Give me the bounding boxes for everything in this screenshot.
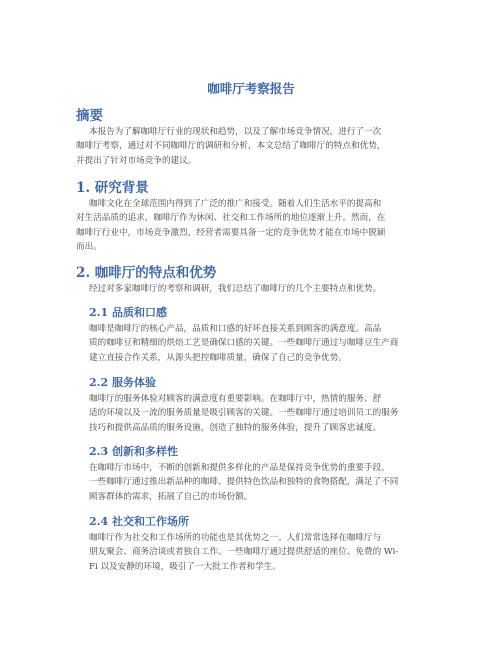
paragraph-line: 一些咖啡厅通过推出新品种的咖啡、提供特色饮品和独特的食物搭配，满足了不同 bbox=[89, 477, 399, 488]
paragraph-line: 咖啡厅行业中，市场竞争激烈，经营者需要具备一定的竞争优势才能在市场中脱颖 bbox=[76, 227, 386, 238]
subsection-paragraph-service bbox=[89, 392, 434, 435]
paragraph-line: 并提出了针对市场竞争的建议。 bbox=[76, 155, 197, 166]
paragraph-line: 技巧和提供高品质的服务设施，创造了独特的服务体验，提升了顾客忠诚度。 bbox=[89, 422, 382, 433]
section-paragraph-background bbox=[76, 197, 431, 254]
section-heading-background: 1. 研究背景 bbox=[76, 180, 149, 196]
document-title: 咖啡厅考察报告 bbox=[207, 81, 295, 96]
paragraph-line: 顾客群体的需求，拓展了自己的市场份额。 bbox=[89, 491, 253, 502]
subsection-paragraph-quality bbox=[89, 322, 434, 365]
paragraph-line: 在咖啡厅市场中，不断的创新和提供多样化的产品是保持竞争优势的重要手段。 bbox=[89, 463, 390, 473]
paragraph-line: 咖啡厅考察，通过对不同咖啡厅的调研和分析，本文总结了咖啡厅的特点和优势， bbox=[76, 141, 386, 152]
paragraph-line: 经过对多家咖啡厅的考察和调研，我们总结了咖啡厅的几个主要特点和优势。 bbox=[89, 284, 382, 294]
paragraph-line: Fi 以及安静的环境，吸引了一大批工作者和学生。 bbox=[89, 561, 281, 572]
subsection-paragraph-innovation bbox=[89, 461, 434, 504]
paragraph-line: 而出。 bbox=[76, 241, 102, 252]
subsection-heading-quality: 2.1 品质和口感 bbox=[89, 306, 167, 319]
paragraph-line: 咖啡是咖啡厅的核心产品，品质和口感的好坏直接关系到顾客的满意度。高品 bbox=[89, 324, 382, 334]
paragraph-line: 咖啡厅作为社交和工作场所的功能也是其优势之一。人们常常选择在咖啡厅与 bbox=[89, 533, 382, 543]
paragraph-line: 建立直接合作关系，从源头把控咖啡质量，确保了自己的竞争优势。 bbox=[89, 352, 347, 363]
section-heading-abstract: 摘要 bbox=[76, 108, 103, 124]
subsection-paragraph-social-workspace bbox=[89, 531, 434, 574]
subsection-heading-innovation: 2.3 创新和多样性 bbox=[89, 445, 178, 458]
section-paragraph-abstract bbox=[76, 125, 431, 168]
subsection-heading-social-workspace: 2.4 社交和工作场所 bbox=[89, 515, 189, 528]
section-heading-features: 2. 咖啡厅的特点和优势 bbox=[76, 265, 217, 281]
paragraph-line: 适的环境以及一流的服务质量是吸引顾客的关键。一些咖啡厅通过培训员工的服务 bbox=[89, 408, 399, 419]
paragraph-line: 咖啡厅的服务体验对顾客的满意度有重要影响。在咖啡厅中，热情的服务、舒 bbox=[89, 394, 382, 404]
paragraph-line: 本报告为了解咖啡厅行业的现状和趋势，以及了解市场竞争情况，进行了一次 bbox=[89, 127, 382, 137]
paragraph-line: 朋友聚会、商务洽谈或者独自工作。一些咖啡厅通过提供舒适的座位、免费的 Wi- bbox=[89, 547, 399, 558]
paragraph-line: 咖啡文化在全球范围内得到了广泛的推广和接受。随着人们生活水平的提高和 bbox=[89, 199, 382, 209]
paragraph-line: 对生活品质的追求，咖啡厅作为休闲、社交和工作场所的地位逐渐上升。然而，在 bbox=[76, 213, 386, 224]
subsection-heading-service: 2.2 服务体验 bbox=[89, 376, 156, 389]
paragraph-line: 质的咖啡豆和精细的烘焙工艺是确保口感的关键。一些咖啡厅通过与咖啡豆生产商 bbox=[89, 338, 399, 349]
section-paragraph-features bbox=[76, 282, 431, 296]
